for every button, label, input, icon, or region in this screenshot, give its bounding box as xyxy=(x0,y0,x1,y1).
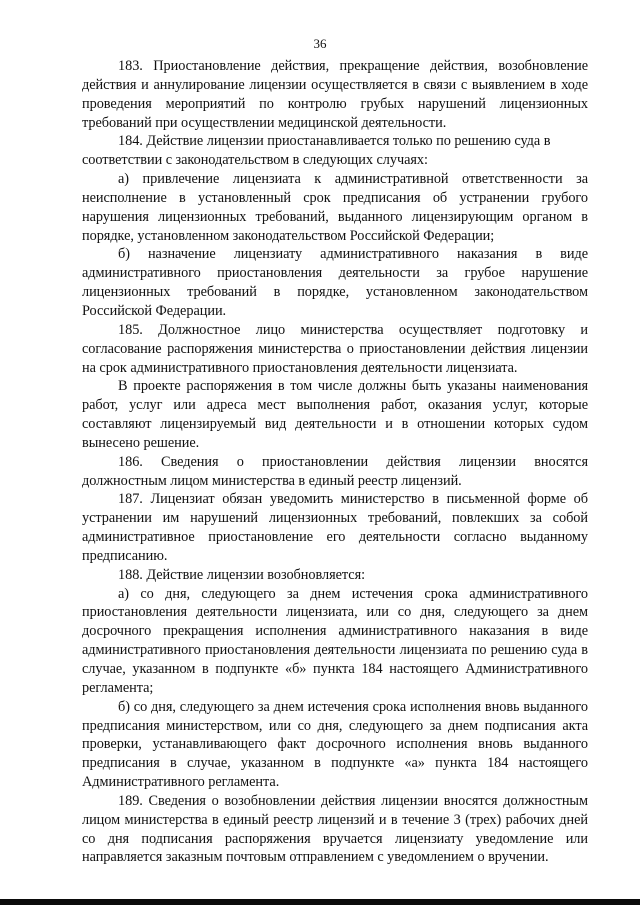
paragraph-186: 186. Сведения о приостановлении действия лицензии вносятся должностным лицом министерства в единый реестр лицензий. xyxy=(82,453,588,489)
paragraph-184: 184. Действие лицензии приостанавливается только по решению суда в соответствии с законодательством в следующих случаях: xyxy=(82,133,551,169)
bottom-scan-edge xyxy=(0,899,640,905)
paragraph-187: 187. Лицензиат обязан уведомить министерство в письменной форме об устранении им нарушений лицензионных требований, повлекших за собой административное приостановление его деятельности согласно выданному предписанию. xyxy=(82,491,588,564)
document-body xyxy=(82,57,588,867)
paragraph-189: 189. Сведения о возобновлении действия лицензии вносятся должностным лицом министерства в единый реестр лицензий и в течение 3 (трех) рабочих дней со дня подписания распоряжения вручается лицензиату уведомление или направляется заказным почтовым отправлением с уведомлением о вручении. xyxy=(82,792,588,866)
paragraph-185: 185. Должностное лицо министерства осуществляет подготовку и согласование распоряжения министерства о приостановлении действия лицензии на срок административного приостановления деятельности лицензиата. xyxy=(82,321,588,376)
paragraph-188-a: а) со дня, следующего за днем истечения срока административного приостановления деятельности лицензиата, или со дня, следующего за днем досрочного прекращения исполнения административного наказания в виде административного приостановления деятельности лицензиата по решению суда в случае, указанном в подпункте «б» пункта 184 настоящего Административного регламента; xyxy=(82,585,588,696)
paragraph-183: 183. Приостановление действия, прекращение действия, возобновление действия и аннулирование лицензии осуществляется в связи с выявлением в ходе проведения мероприятий по контролю грубых нарушений лицензионных требований при осуществлении медицинской деятельности. xyxy=(82,58,588,131)
paragraph-188-b: б) со дня, следующего за днем истечения срока исполнения вновь выданного предписания министерством, или со дня, следующего за днем подписания акта проверки, устанавливающего факт досрочного исполнения вновь выданного предписания в случае, указанном в подпункте «а» пункта 184 настоящего Административного регламента. xyxy=(82,698,588,791)
page-number: 36 xyxy=(313,36,327,51)
paragraph-184-a: а) привлечение лицензиата к административной ответственности за неисполнение в установленный срок предписания об устранении грубого нарушения лицензионных требований, выданного лицензирующим органом в порядке, установленном законодательством Российской Федерации; xyxy=(82,171,588,244)
paragraph-185-draft: В проекте распоряжения в том числе должны быть указаны наименования работ, услуг или адреса мест выполнения работ, оказания услуг, которые составляют лицензируемый вид деятельности и в отношении которых судом вынесено решение. xyxy=(82,378,588,451)
paragraph-184-b: б) назначение лицензиату административного наказания в виде административного приостановления деятельности за грубое нарушение лицензионных требований в порядке, установленном законодательством Российской Федерации. xyxy=(82,246,588,319)
paragraph-188: 188. Действие лицензии возобновляется: xyxy=(118,566,366,583)
